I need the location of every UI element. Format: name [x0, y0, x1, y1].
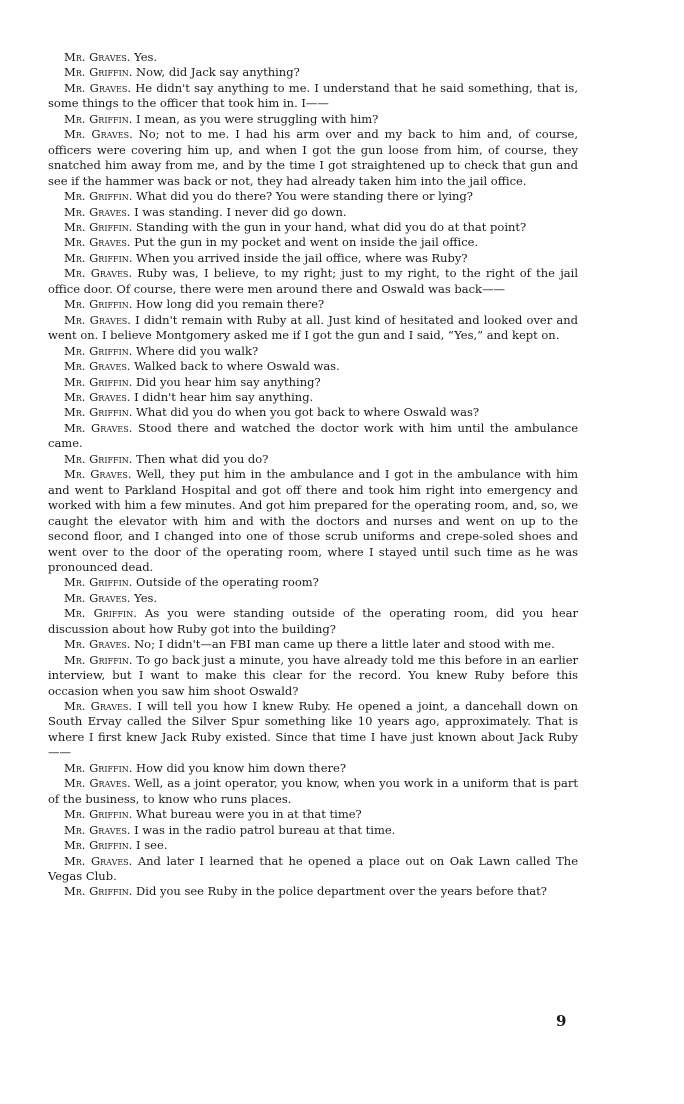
testimony-text: As you were standing outside of the operating room, did you hear discussion about how Ruby got into the building? [48, 606, 578, 636]
speaker-name: Mr. Griffin. [64, 111, 133, 126]
testimony-text: And later I learned that he opened a place out on Oak Lawn called The Vegas Club. [48, 853, 578, 884]
speaker-name: Mr. Griffin. [64, 838, 133, 853]
testimony-text: To go back just a minute, you have already told me this before in an earlier interview, but I want to make this clear for the record. You knew Ruby before this occasion when you saw him shoot Oswald? [48, 652, 578, 698]
testimony-paragraph [48, 421, 578, 452]
testimony-paragraph [48, 189, 578, 204]
testimony-paragraph [48, 127, 578, 189]
speaker-name: Mr. Graves. [64, 699, 133, 714]
testimony-paragraph [48, 375, 578, 390]
speaker-name: Mr. Graves. [64, 590, 131, 605]
testimony-text: I didn't remain with Ruby at all. Just kind of hesitated and looked over and went on. I believe Montgomery asked me if I got the gun and I said, “Yes,” and kept on. [48, 312, 579, 343]
testimony-paragraph [48, 359, 578, 374]
testimony-paragraph [48, 205, 578, 220]
speaker-name: Mr. Graves. [64, 467, 132, 482]
testimony-paragraph [48, 761, 578, 776]
speaker-name: Mr. Graves. [64, 853, 133, 868]
testimony-paragraph [48, 606, 578, 637]
testimony-text: Walked back to where Oswald was. [130, 359, 340, 374]
testimony-text: Then what did you do? [132, 451, 269, 466]
testimony-paragraph [48, 884, 578, 899]
speaker-name: Mr. Graves. [64, 776, 131, 791]
speaker-name: Mr. Griffin. [64, 250, 133, 265]
testimony-text: What did you do when you got back to where Oswald was? [132, 405, 480, 420]
testimony-text: Outside of the operating room? [132, 575, 319, 590]
testimony-text: How did you know him down there? [132, 760, 346, 775]
speaker-name: Mr. Griffin. [64, 405, 133, 420]
speaker-name: Mr. Graves. [64, 312, 131, 327]
testimony-paragraph [48, 50, 578, 65]
testimony-text: Standing with the gun in your hand, what did you do at that point? [132, 219, 527, 234]
testimony-text: I mean, as you were struggling with him? [132, 111, 379, 126]
testimony-paragraph [48, 807, 578, 822]
testimony-paragraph [48, 81, 578, 112]
testimony-paragraph [48, 575, 578, 590]
speaker-name: Mr. Griffin. [64, 374, 133, 389]
speaker-name: Mr. Griffin. [64, 343, 133, 358]
testimony-text: Put the gun in my pocket and went on inside the jail office. [130, 235, 479, 250]
speaker-name: Mr. Griffin. [64, 760, 133, 775]
testimony-text: Well, they put him in the ambulance and I got in the ambulance with him and went to Parkland Hospital and got off there and took him right into emergency and worked with him a few minutes. And got him prepared for the operating room, and, so, we caught the elevator with him and with the doctors and nurses and went on up to the second floor, and I changed into one of those scrub uniforms and crepe-soled shoes and went over to the door of the operating room, where I stayed until such time as he was pronounced dead. [48, 467, 579, 574]
testimony-paragraph [48, 112, 578, 127]
testimony-paragraph [48, 344, 578, 359]
testimony-paragraph [48, 637, 578, 652]
testimony-paragraph [48, 405, 578, 420]
speaker-name: Mr. Graves. [64, 80, 132, 95]
speaker-name: Mr. Graves. [64, 420, 133, 435]
testimony-text: Yes. [130, 590, 158, 605]
speaker-name: Mr. Griffin. [64, 65, 133, 80]
testimony-text: Well, as a joint operator, you know, when you work in a uniform that is part of the business, to know who runs places. [48, 776, 579, 806]
testimony-text: When you arrived inside the jail office, where was Ruby? [132, 250, 468, 265]
testimony-paragraph [48, 838, 578, 853]
testimony-text: Ruby was, I believe, to my right; just to my right, to the right of the jail office door. Of course, there were men around there and Oswald was back—— [48, 266, 579, 296]
speaker-name: Mr. Graves. [64, 204, 131, 219]
speaker-name: Mr. Griffin. [64, 189, 133, 204]
speaker-name: Mr. Griffin. [64, 807, 133, 822]
speaker-name: Mr. Griffin. [64, 575, 133, 590]
testimony-paragraph [48, 220, 578, 235]
testimony-text: What did you do there? You were standing there or lying? [132, 189, 473, 204]
testimony-text: Did you see Ruby in the police department over the years before that? [132, 884, 547, 899]
speaker-name: Mr. Graves. [64, 235, 131, 250]
testimony-paragraph [48, 390, 578, 405]
speaker-name: Mr. Graves. [64, 359, 131, 374]
testimony-paragraph [48, 65, 578, 80]
speaker-name: Mr. Griffin. [64, 297, 133, 312]
testimony-paragraph [48, 823, 578, 838]
testimony-text: Where did you walk? [132, 343, 259, 358]
testimony-text: I was standing. I never did go down. [130, 204, 347, 219]
speaker-name: Mr. Graves. [64, 389, 131, 404]
testimony-text: No; not to me. I had his arm over and my back to him and, of course, officers were covering him up, and when I got the gun loose from him, of course, they snatched him away from me, and by the time I got straightened up to check that gun and see if the hammer was back or not, they had already taken him into the jail office. [48, 127, 579, 188]
page-number: 9 [556, 1012, 567, 1030]
testimony-paragraph [48, 313, 578, 344]
testimony-paragraph [48, 854, 578, 885]
speaker-name: Mr. Graves. [64, 637, 131, 652]
testimony-paragraph [48, 776, 578, 807]
testimony-paragraph [48, 251, 578, 266]
testimony-text: I didn't hear him say anything. [130, 389, 314, 404]
testimony-text: Yes. [130, 50, 158, 64]
testimony-text: Now, did Jack say anything? [132, 65, 300, 80]
speaker-name: Mr. Graves. [64, 266, 133, 281]
testimony-text: I will tell you how I knew Ruby. He opened a joint, a dancehall down on South Ervay called the Silver Spur something like 10 years ago, approximately. That is where I first knew Jack Ruby existed. Since that time I have just known about Jack Ruby—— [48, 699, 578, 760]
testimony-paragraph [48, 235, 578, 250]
speaker-name: Mr. Griffin. [64, 652, 133, 667]
testimony-text: No; I didn't—an FBI man came up there a little later and stood with me. [130, 637, 555, 652]
testimony-paragraph [48, 452, 578, 467]
testimony-paragraph [48, 266, 578, 297]
testimony-text: I see. [132, 838, 168, 853]
testimony-text: I was in the radio patrol bureau at that time. [130, 822, 396, 837]
testimony-paragraph [48, 467, 578, 575]
speaker-name: Mr. Griffin. [64, 884, 133, 899]
testimony-paragraph [48, 297, 578, 312]
testimony-text: He didn't say anything to me. I understand that he said something, that is, some things to the officer that took him in. I—— [48, 80, 578, 111]
testimony-paragraph [48, 699, 578, 761]
speaker-name: Mr. Griffin. [64, 451, 133, 466]
speaker-name: Mr. Griffin. [64, 219, 133, 234]
speaker-name: Mr. Graves. [64, 127, 133, 142]
speaker-name: Mr. Graves. [64, 822, 131, 837]
testimony-text: Stood there and watched the doctor work with him until the ambulance came. [48, 420, 578, 451]
transcript-body [48, 50, 578, 900]
testimony-text: Did you hear him say anything? [132, 374, 321, 389]
speaker-name: Mr. Graves. [64, 50, 131, 64]
testimony-text: What bureau were you in at that time? [132, 807, 362, 822]
testimony-paragraph [48, 591, 578, 606]
testimony-paragraph [48, 653, 578, 699]
speaker-name: Mr. Griffin. [64, 606, 137, 621]
testimony-text: How long did you remain there? [132, 297, 325, 312]
